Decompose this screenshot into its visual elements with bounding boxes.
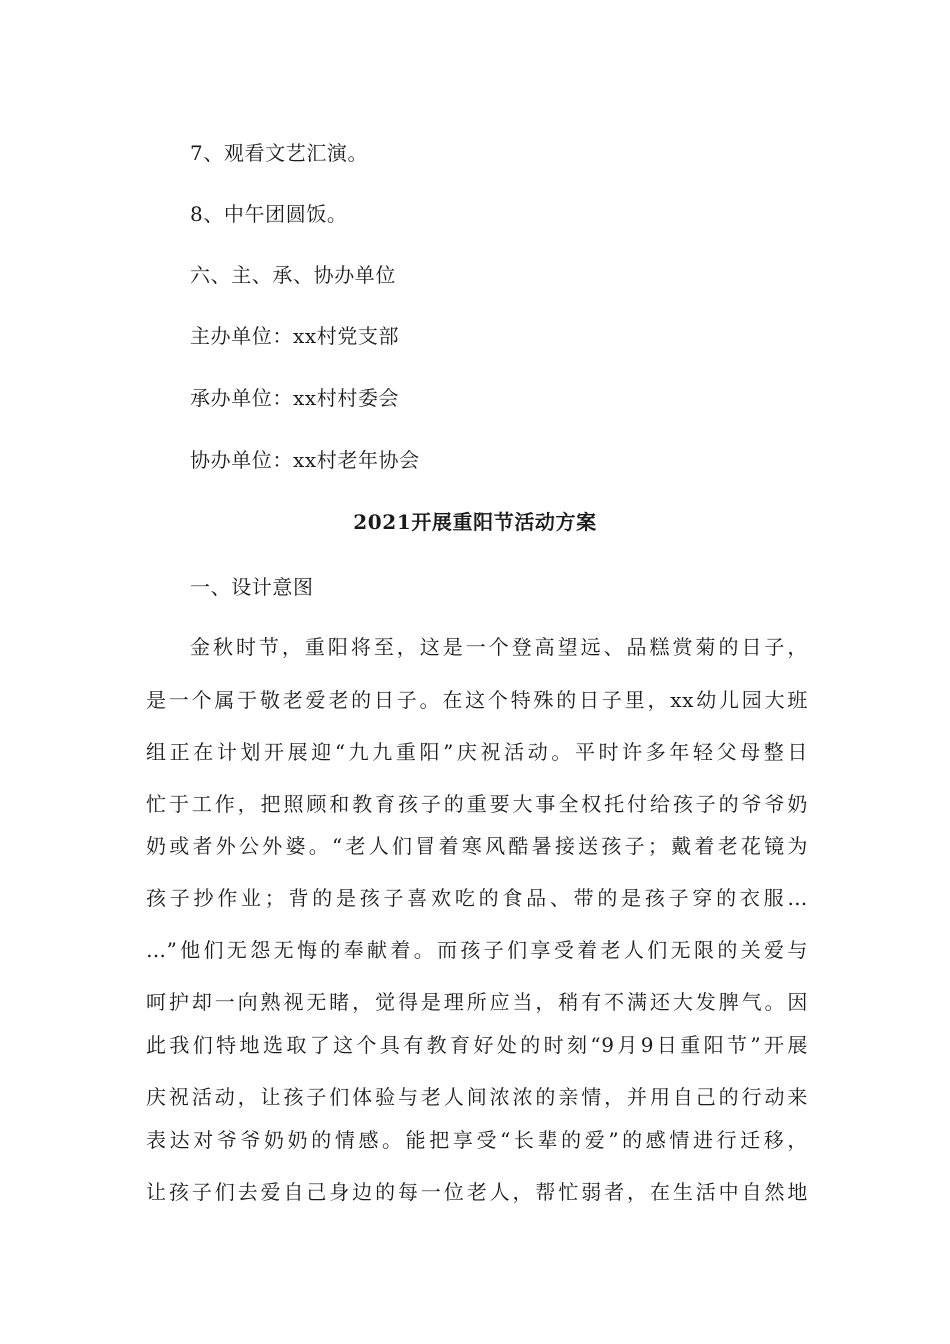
paragraph-line: …”他们无怨无悔的奉献着。而孩子们享受着老人们无限的关爱与 (146, 938, 808, 962)
list-item-7: 7、观看文艺汇演。 (190, 141, 369, 165)
undertaking-organizer: 承办单位：xx村村委会 (190, 386, 400, 410)
paragraph-line: 让孩子们去爱自己身边的每一位老人，帮忙弱者，在生活中自然地 (146, 1180, 808, 1204)
paragraph-line: 表达对爷爷奶奶的情感。能把享受“长辈的爱”的感情进行迁移， (146, 1128, 808, 1152)
paragraph-line: 忙于工作，把照顾和教育孩子的重要大事全权托付给孩子的爷爷奶 (146, 792, 808, 816)
paragraph-line: 组正在计划开展迎“九九重阳”庆祝活动。平时许多年轻父母整日 (146, 740, 808, 764)
co-organizer: 协办单位：xx村老年协会 (190, 448, 420, 472)
paragraph-line: 金秋时节，重阳将至，这是一个登高望远、品糕赏菊的日子， (190, 635, 808, 659)
paragraph-line: 奶或者外公外婆。“老人们冒着寒风酷暑接送孩子；戴着老花镜为 (146, 834, 808, 858)
section-one-heading: 一、设计意图 (190, 575, 314, 599)
paragraph-line: 呵护却一向熟视无睹，觉得是理所应当，稍有不满还大发脾气。因 (146, 990, 808, 1014)
host-organizer: 主办单位：xx村党支部 (190, 324, 400, 348)
section-six-heading: 六、主、承、协办单位 (190, 263, 396, 287)
paragraph-line: 此我们特地选取了这个具有教育好处的时刻“9月9日重阳节”开展 (146, 1033, 808, 1057)
paragraph-line: 庆祝活动，让孩子们体验与老人间浓浓的亲情，并用自己的行动来 (146, 1085, 808, 1109)
list-item-8: 8、中午团圆饭。 (190, 202, 348, 226)
paragraph-line: 是一个属于敬老爱老的日子。在这个特殊的日子里，xx幼儿园大班 (146, 688, 808, 712)
document-title: 2021开展重阳节活动方案 (353, 510, 597, 534)
paragraph-line: 孩子抄作业；背的是孩子喜欢吃的食品、带的是孩子穿的衣服… (146, 886, 808, 910)
